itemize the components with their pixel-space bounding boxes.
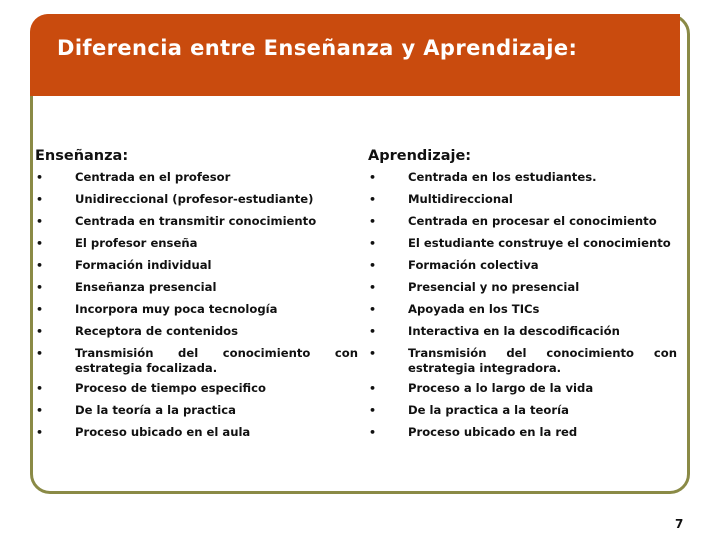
aprendizaje-column: [365, 148, 677, 447]
bullet-icon: •: [36, 347, 44, 360]
bullet-icon: •: [36, 404, 44, 417]
list-item: • Transmisión del conocimiento con estrategia focalizada.: [36, 346, 358, 375]
list-item: • Centrada en los estudiantes.: [369, 170, 597, 184]
bullet-icon: •: [369, 303, 377, 316]
list-item: • De la practica a la teoría: [369, 403, 569, 417]
list-item: • De la teoría a la practica: [36, 403, 236, 417]
bullet-icon: •: [369, 325, 377, 338]
list-item: • Centrada en el profesor: [36, 170, 231, 184]
list-item: • Receptora de contenidos: [36, 324, 238, 338]
bullet-icon: •: [36, 259, 44, 272]
bullet-icon: •: [369, 281, 377, 294]
bullet-icon: •: [36, 237, 44, 250]
list-item: • Centrada en transmitir conocimiento: [36, 214, 317, 228]
list-item: • Apoyada en los TICs: [369, 302, 540, 316]
list-item: • Formación individual: [36, 258, 212, 272]
slide-title: Diferencia entre Enseñanza y Aprendizaje:: [57, 36, 578, 60]
list-item: • Unidireccional (profesor-estudiante): [36, 192, 314, 206]
list-item: • El profesor enseña: [36, 236, 198, 250]
bullet-icon: •: [36, 382, 44, 395]
list-item: • Enseñanza presencial: [36, 280, 217, 294]
aprendizaje-list: [365, 170, 677, 440]
bullet-icon: •: [369, 382, 377, 395]
ensenanza-column: [32, 148, 358, 447]
bullet-icon: •: [36, 303, 44, 316]
list-item: • Centrada en procesar el conocimiento: [369, 214, 657, 228]
ensenanza-list: [32, 170, 358, 440]
list-item: • Incorpora muy poca tecnología: [36, 302, 278, 316]
list-item: • Proceso ubicado en la red: [369, 425, 578, 439]
bullet-icon: •: [36, 171, 44, 184]
bullet-icon: •: [369, 347, 377, 360]
list-item: • Proceso de tiempo especifico: [36, 381, 266, 395]
list-item: • Proceso a lo largo de la vida: [369, 381, 594, 395]
ensenanza-heading: Enseñanza:: [35, 148, 129, 164]
bullet-icon: •: [369, 171, 377, 184]
bullet-icon: •: [369, 193, 377, 206]
title-underline: [44, 96, 672, 99]
bullet-icon: •: [36, 215, 44, 228]
bullet-icon: •: [36, 281, 44, 294]
list-item: • Proceso ubicado en el aula: [36, 425, 251, 439]
bullet-icon: •: [369, 426, 377, 439]
list-item: • Interactiva en la descodificación: [369, 324, 620, 338]
bullet-icon: •: [369, 259, 377, 272]
page-number: 7: [675, 517, 684, 531]
list-item: • Presencial y no presencial: [369, 280, 580, 294]
bullet-icon: •: [36, 193, 44, 206]
bullet-icon: •: [36, 325, 44, 338]
list-item: • Multidireccional: [369, 192, 513, 206]
list-item: • Transmisión del conocimiento con estrategia integradora.: [369, 346, 677, 375]
aprendizaje-heading: Aprendizaje:: [368, 148, 472, 164]
bullet-icon: •: [369, 215, 377, 228]
bullet-icon: •: [369, 237, 377, 250]
bullet-icon: •: [36, 426, 44, 439]
list-item: • El estudiante construye el conocimiento: [369, 236, 671, 250]
bullet-icon: •: [369, 404, 377, 417]
list-item: • Formación colectiva: [369, 258, 539, 272]
